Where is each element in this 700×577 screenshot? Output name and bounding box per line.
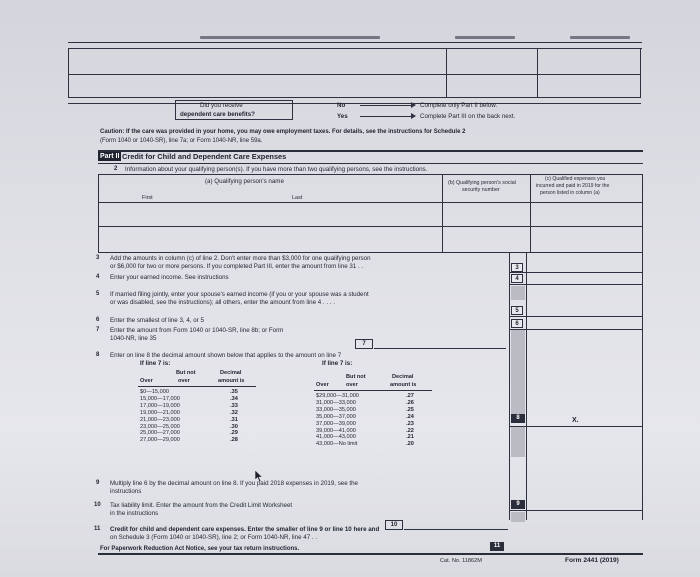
col-c-header: (c) Qualified expenses you <box>545 176 606 182</box>
part2-label: Part II <box>100 153 120 160</box>
decimal-table-left <box>140 389 256 444</box>
line-9-box-label: 9 <box>511 500 525 509</box>
rule <box>68 103 641 104</box>
decimal-amount-cell: .28 <box>230 437 238 444</box>
col-b-header: (b) Qualifying person's social <box>448 180 516 186</box>
right-decimal-header: Decimal <box>392 374 414 380</box>
qualifying-person-1-expenses-input[interactable] <box>532 204 640 224</box>
rule <box>98 163 643 164</box>
line-3-input[interactable] <box>528 262 640 272</box>
qualifying-person-2-name-input[interactable] <box>100 228 440 250</box>
income-range-cell: 19,000—21,000 <box>140 409 180 416</box>
dependent-care-benefits-label: dependent care benefits? <box>180 111 255 118</box>
line-10-text: Tax liability limit. Enter the amount from the Credit Limit Worksheet <box>110 502 293 509</box>
caution-text-2: (Form 1040 or 1040-SR), line 7a; or Form 1040-NR, line 59a. <box>100 138 263 144</box>
income-range-cell: 27,000—29,000 <box>140 437 180 444</box>
rule <box>314 390 432 391</box>
rule <box>98 553 643 555</box>
income-range-cell: 33,000—35,000 <box>316 406 356 413</box>
decimal-amount-cell: .35 <box>230 389 238 395</box>
rule <box>640 48 641 98</box>
rule <box>68 97 641 98</box>
rule <box>509 510 643 511</box>
line-2-text: Information about your qualifying person(s). If you have more than two qualifying persons, see the instructions. <box>125 166 428 173</box>
decimal-amount-cell: .24 <box>406 413 414 420</box>
rule <box>509 329 643 330</box>
income-range-cell: 41,000—43,000 <box>316 434 356 441</box>
line-9-number: 9 <box>96 480 100 486</box>
line-6-number: 6 <box>96 317 100 323</box>
left-over-header: Over <box>140 378 153 384</box>
complete-part3-text: Complete Part III on the back next. <box>420 113 516 120</box>
line-7-number: 7 <box>96 327 100 333</box>
form-number: Form 2441 (2019) <box>565 557 619 564</box>
line-8-input[interactable] <box>582 414 640 424</box>
rule <box>442 174 443 252</box>
line-10-number: 10 <box>94 502 101 508</box>
line-11-text-2: on Schedule 3 (Form 1040 or 1040-SR), line 2; or Form 1040-NR, line 47 . . <box>110 534 318 541</box>
decimal-table-row <box>140 410 256 417</box>
income-range-cell: 43,000—No limit <box>316 441 358 448</box>
line-4-text: Enter your earned income. See instructions <box>110 274 229 281</box>
decimal-amount-cell: .33 <box>230 402 238 409</box>
line-8-right-heading: If line 7 is: <box>322 360 353 367</box>
left-amount-is-header: amount is <box>218 378 245 384</box>
rule <box>68 48 642 49</box>
left-over2-header: over <box>178 378 190 384</box>
income-range-cell: $29,000—31,000 <box>316 393 359 399</box>
income-range-cell: 25,000—27,000 <box>140 430 180 437</box>
line-6-box-label: 6 <box>511 319 523 328</box>
rule <box>138 386 256 387</box>
decimal-amount-cell: .34 <box>230 395 238 402</box>
decimal-amount-cell: .22 <box>406 427 414 434</box>
line-10-text-2: in the instructions <box>110 510 159 517</box>
complete-part2-text: Complete only Part II below. <box>420 102 498 109</box>
rule <box>446 48 447 98</box>
rule <box>68 42 642 43</box>
rule <box>537 48 538 98</box>
decimal-amount-cell: .21 <box>406 434 414 441</box>
rule <box>68 48 69 98</box>
qualifying-person-1-ssn-input[interactable] <box>444 204 528 224</box>
decimal-table-row <box>140 389 256 396</box>
income-range-cell: $0—15,000 <box>140 389 169 395</box>
decimal-table-row <box>140 403 256 410</box>
right-over-header: Over <box>316 382 329 388</box>
decimal-amount-cell: .29 <box>230 430 238 437</box>
decimal-table-row <box>140 430 256 437</box>
line-4-input[interactable] <box>528 273 640 283</box>
rule <box>526 252 527 520</box>
col-a-last: Last <box>292 195 303 201</box>
line-8-decimal-prefix: X. <box>572 417 579 424</box>
qualifying-person-2-ssn-input[interactable] <box>444 228 528 250</box>
decimal-amount-cell: .30 <box>230 423 238 430</box>
decimal-amount-cell: .20 <box>406 441 414 448</box>
col-b-header-2: security number <box>462 187 500 193</box>
arrow-right-icon <box>360 105 412 106</box>
part2-title: Credit for Child and Dependent Care Expenses <box>122 152 287 161</box>
rule <box>98 202 643 203</box>
rule <box>98 252 643 253</box>
line-3-number: 3 <box>96 255 100 261</box>
line-10-box-label: 10 <box>385 520 403 530</box>
line-9-text-2: instructions <box>110 488 142 495</box>
income-range-cell: 37,000—39,000 <box>316 420 356 427</box>
caution-text: Caution: If the care was provided in your home, you may owe employment taxes. For details, see the instructions for Schedule 2 <box>100 129 466 135</box>
line-5-text-2: or was disabled, see the instructions); all others, enter the amount from line 4 . . . . <box>110 299 335 306</box>
right-but-not-header: But not <box>346 374 366 380</box>
left-decimal-header: Decimal <box>220 370 242 376</box>
decimal-table-row <box>140 396 256 403</box>
yes-label: Yes <box>337 113 348 120</box>
income-range-cell: 23,000—25,000 <box>140 423 180 430</box>
rule <box>509 316 643 317</box>
decimal-table-row <box>140 437 256 444</box>
rule <box>509 284 643 285</box>
decimal-table-row <box>316 393 432 400</box>
cat-number: Cat. No. 11862M <box>440 558 482 564</box>
line-11-number: 11 <box>94 526 101 532</box>
qualifying-person-2-expenses-input[interactable] <box>532 228 640 250</box>
shaded-cell <box>511 512 525 522</box>
blurred-header-text <box>200 36 380 39</box>
line-9-input[interactable] <box>528 499 640 509</box>
decimal-amount-cell: .27 <box>406 393 414 399</box>
decimal-table-right <box>316 393 432 448</box>
income-range-cell: 17,000—19,000 <box>140 402 180 409</box>
rule <box>98 174 99 252</box>
right-over2-header: over <box>346 382 358 388</box>
line-7-box-label: 7 <box>355 339 373 349</box>
col-a-header: (a) Qualifying person's name <box>205 178 284 185</box>
income-range-cell: 15,000—17,000 <box>140 395 180 402</box>
line-7-text: Enter the amount from Form 1040 or 1040-SR, line 8b; or Form <box>110 327 284 334</box>
rule <box>98 226 643 227</box>
rule <box>98 174 643 175</box>
rule <box>530 174 531 252</box>
line-5-text: If married filing jointly, enter your spouse's earned income (if you or your spouse was a student <box>110 291 369 298</box>
decimal-amount-cell: .31 <box>230 416 238 423</box>
decimal-table-row <box>316 407 432 414</box>
rule <box>509 426 643 427</box>
decimal-amount-cell: .32 <box>230 409 238 416</box>
line-6-text: Enter the smallest of line 3, 4, or 5 <box>110 317 204 324</box>
shaded-cell <box>511 427 525 457</box>
qualifying-person-1-name-input[interactable] <box>100 204 440 224</box>
line-5-input[interactable] <box>528 305 640 315</box>
no-label: No <box>337 102 346 109</box>
decimal-table-row <box>140 424 256 431</box>
rule <box>642 174 643 252</box>
line-10-input[interactable] <box>404 520 508 530</box>
decimal-table-row <box>140 417 256 424</box>
paperwork-notice: For Paperwork Reduction Act Notice, see your tax return instructions. <box>100 546 300 552</box>
col-c-header-2: incurred and paid in 2019 for the <box>536 183 610 189</box>
line-5-box-label: 5 <box>511 306 523 315</box>
decimal-amount-cell: .25 <box>406 406 414 413</box>
rule <box>509 252 510 520</box>
col-c-header-3: person listed in column (a) <box>540 190 600 196</box>
line-11-input[interactable] <box>506 541 642 551</box>
line-5-number: 5 <box>96 291 100 297</box>
line-2-number: 2 <box>114 166 118 172</box>
line-8-number: 8 <box>96 352 100 358</box>
line-8-text: Enter on line 8 the decimal amount shown below that applies to the amount on line 7 <box>110 352 342 359</box>
rule <box>68 74 641 75</box>
line-11-text: Credit for child and dependent care expenses. Enter the smaller of line 9 or line 10 here and <box>110 526 380 533</box>
rule <box>642 252 643 520</box>
line-8-box-label: 8 <box>511 414 525 423</box>
line-8-left-heading: If line 7 is: <box>140 360 171 367</box>
shaded-cell <box>511 330 525 414</box>
line-7-input[interactable] <box>374 339 506 349</box>
decimal-table-row <box>316 400 432 407</box>
income-range-cell: 21,000—23,000 <box>140 416 180 423</box>
decimal-table-row <box>316 414 432 421</box>
did-you-receive-label: Did you receive <box>200 102 243 109</box>
line-3-text: Add the amounts in column (c) of line 2. Don't enter more than $3,000 for one qualifying person <box>110 255 371 262</box>
line-4-box-label: 4 <box>511 274 523 283</box>
decimal-table-row <box>316 441 432 448</box>
arrow-right-icon <box>360 116 412 117</box>
decimal-table-row <box>316 421 432 428</box>
line-9-text: Multiply line 6 by the decimal amount on line 8. If you paid 2018 expenses in 2019, see the <box>110 480 359 487</box>
decimal-table-row <box>316 434 432 441</box>
decimal-table-row <box>316 428 432 435</box>
blurred-header-text-right <box>455 36 515 39</box>
income-range-cell: 31,000—33,000 <box>316 399 356 406</box>
col-a-first: First <box>142 195 153 201</box>
line-3-box-label: 3 <box>511 263 523 272</box>
line-6-input[interactable] <box>528 318 640 328</box>
income-range-cell: 35,000—37,000 <box>316 413 356 420</box>
shaded-cell <box>511 286 525 300</box>
income-range-cell: 39,000—41,000 <box>316 427 356 434</box>
decimal-amount-cell: .26 <box>406 399 414 406</box>
right-amount-is-header: amount is <box>390 382 417 388</box>
blurred-header-text-far-right <box>570 36 630 39</box>
decimal-amount-cell: .23 <box>406 420 414 427</box>
line-7-text-2: 1040-NR, line 35 <box>110 335 157 342</box>
line-11-box-label: 11 <box>490 542 504 551</box>
left-but-not-header: But not <box>176 370 196 376</box>
line-3-text-2: or $6,000 for two or more persons. If you completed Part III, enter the amount from line 31 . . <box>110 263 364 270</box>
line-4-number: 4 <box>96 274 100 280</box>
